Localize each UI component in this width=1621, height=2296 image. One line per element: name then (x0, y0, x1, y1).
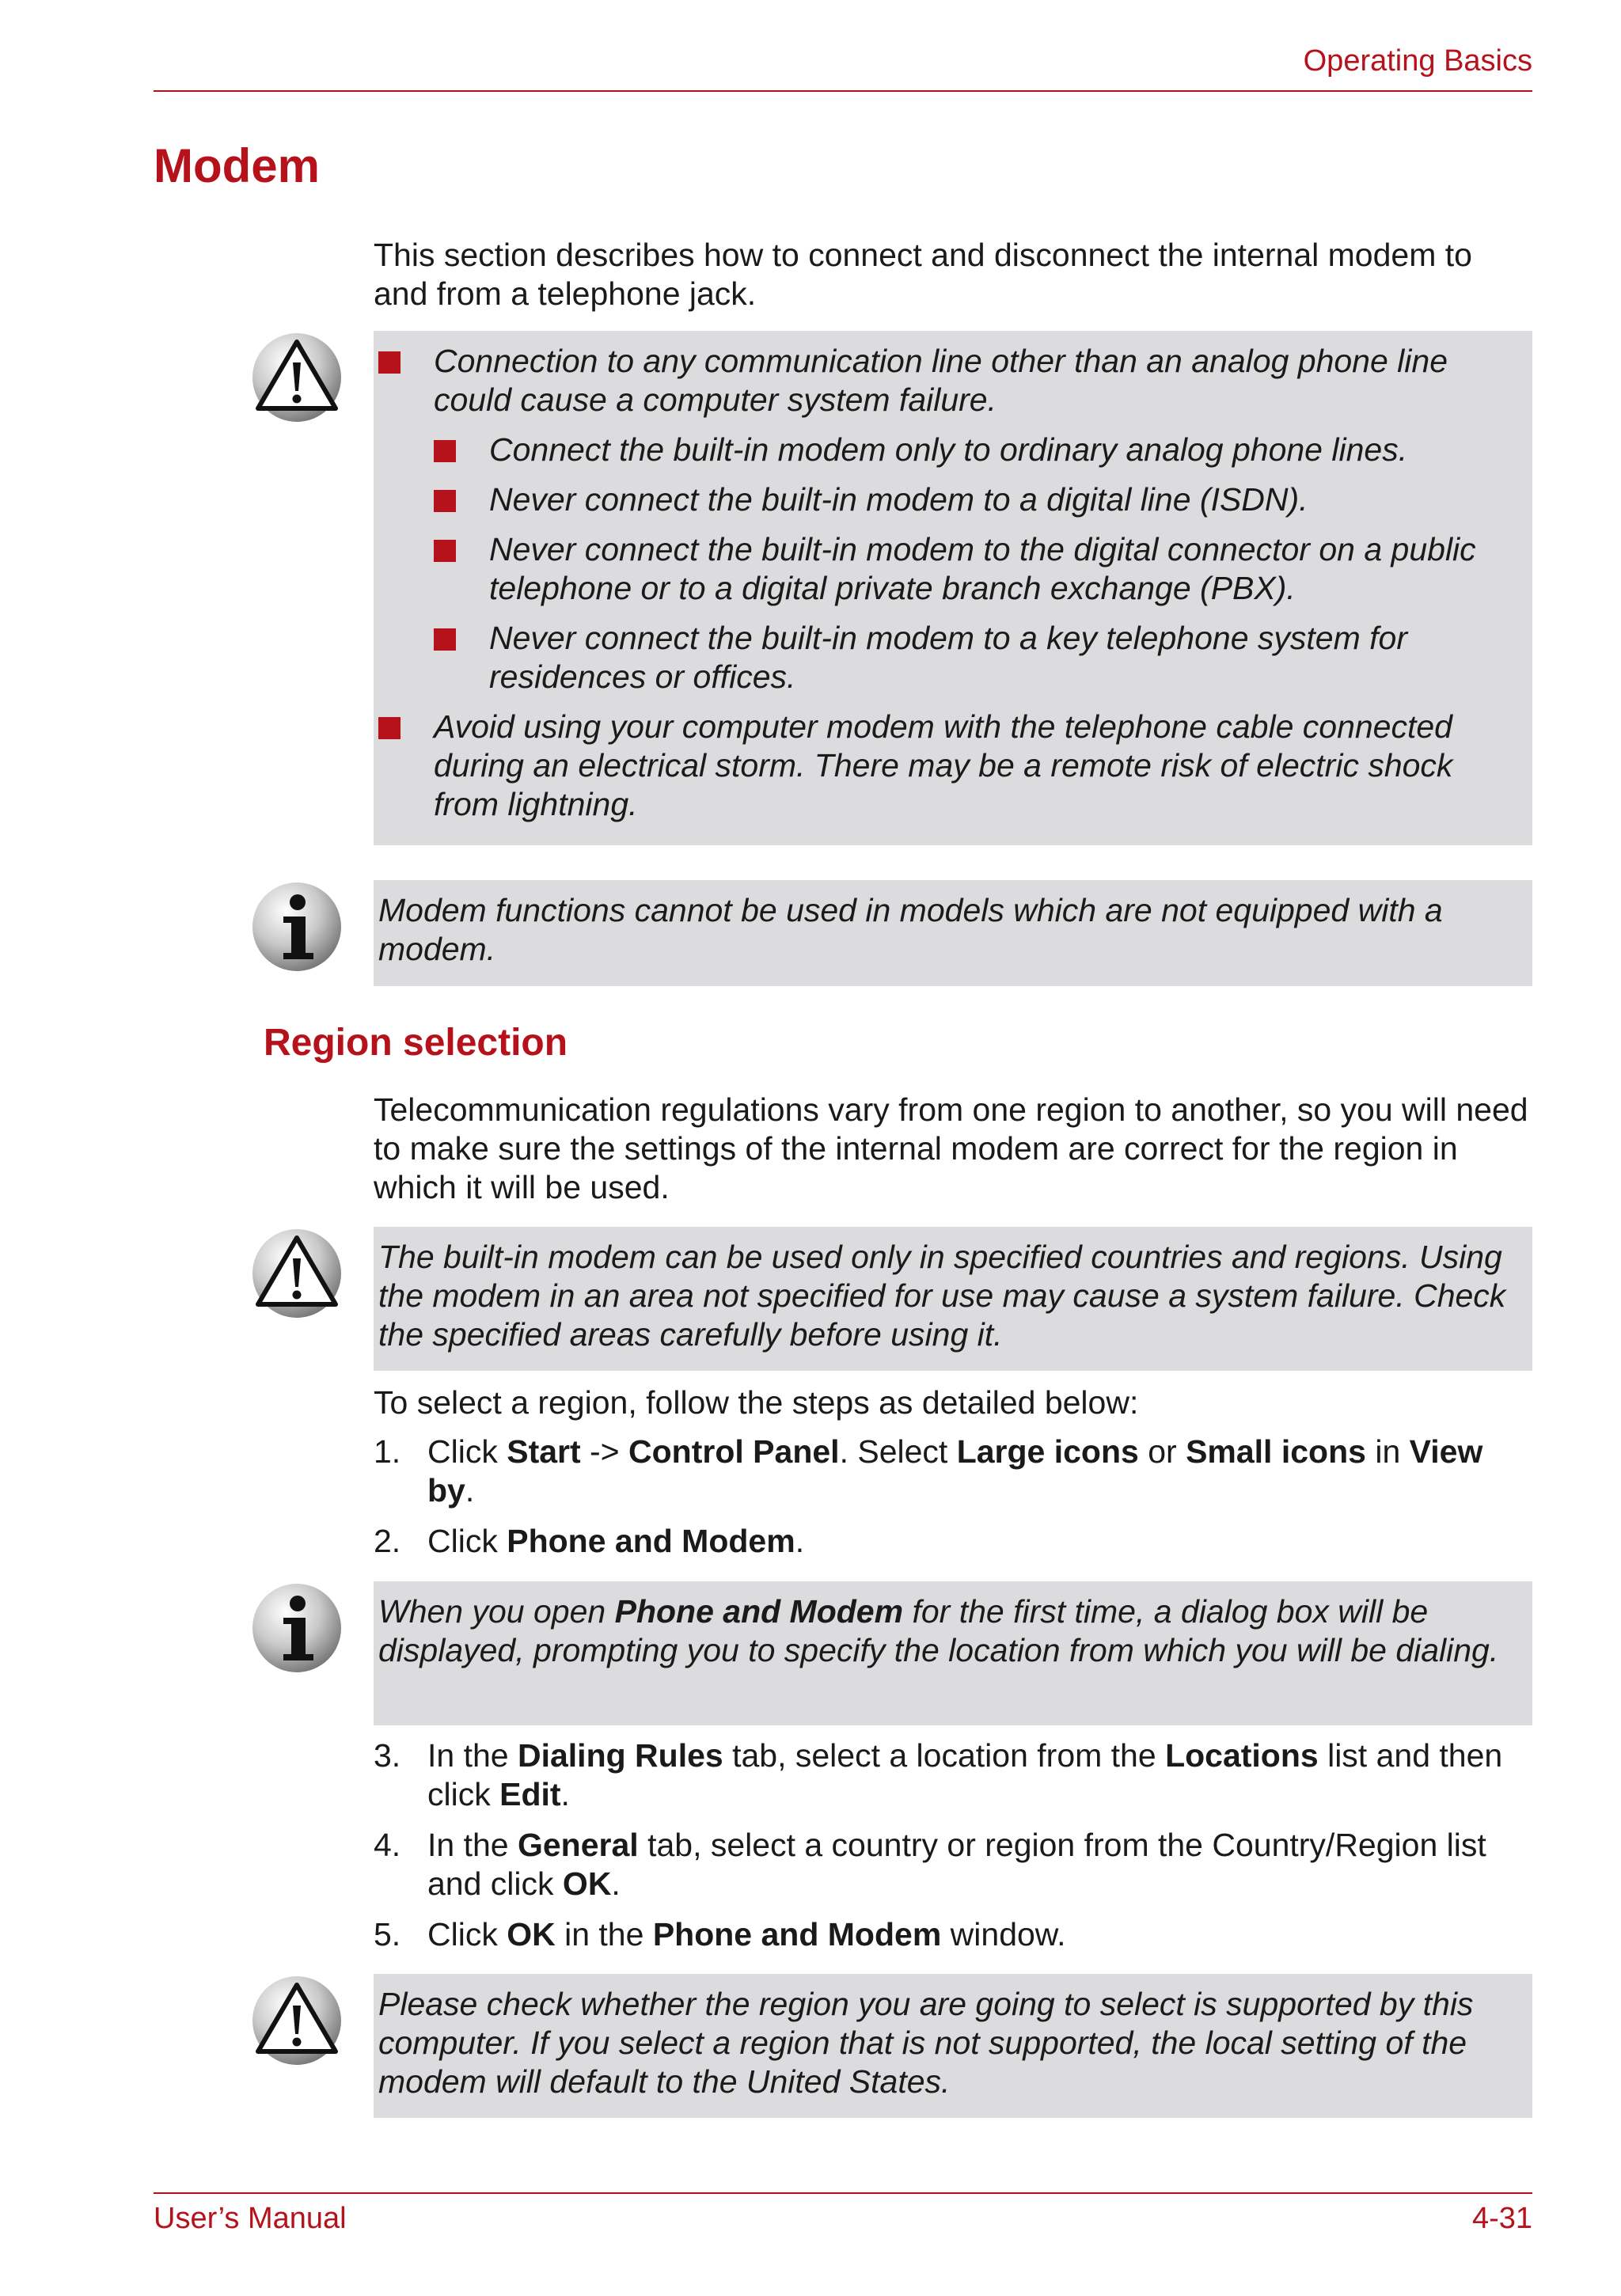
list-item: Never connect the built-in modem to a digital line (ISDN). (374, 480, 1524, 519)
bullet-marker (378, 717, 401, 739)
list-item: Avoid using your computer modem with the telephone cable connected during an electrical storm. There may be a remote risk of electric shock from lightning. (374, 708, 1524, 824)
page-title: Modem (154, 139, 320, 192)
steps-list (374, 1736, 1532, 1954)
region-intro: Telecommunication regulations vary from one region to another, so you will need to make sure the settings of the internal modem are correct for the region in which it will be used. (374, 1091, 1528, 1205)
running-header: Operating Basics (1303, 44, 1532, 78)
list-item: Never connect the built-in modem to the digital connector on a public telephone or to a digital private branch exchange (PBX). (374, 530, 1524, 608)
list-item: Connection to any communication line other than an analog phone line could cause a computer system failure. (374, 342, 1524, 419)
list-item: 2. Click Phone and Modem. (374, 1523, 805, 1559)
warning-triangle-icon (250, 331, 344, 424)
caution-list (374, 342, 1524, 824)
page-number: 4-31 (1471, 2202, 1532, 2235)
list-item: Connect the built-in modem only to ordinary analog phone lines. (374, 431, 1524, 469)
bullet-marker (434, 540, 456, 562)
info-icon (250, 880, 344, 973)
caution-box (374, 331, 1532, 845)
bullet-marker (434, 440, 456, 462)
warning-triangle-icon (250, 1227, 344, 1320)
caution-box (374, 1227, 1532, 1371)
note-box (374, 1581, 1532, 1725)
bullet-marker (378, 351, 401, 374)
caution-box (374, 1974, 1532, 2118)
list-item: 5. Click OK in the Phone and Modem window. (374, 1916, 1066, 1953)
footer-rule (154, 2192, 1532, 2194)
intro-paragraph: This section describes how to connect and disconnect the internal modem to and from a telephone jack. (374, 237, 1472, 312)
steps-list (374, 1433, 1532, 1561)
footer-manual-title: User’s Manual (154, 2202, 347, 2235)
warning-triangle-icon (250, 1974, 344, 2067)
caution-text: Please check whether the region you are going to select is supported by this computer. If you select a region that is not supported, the local setting of the modem will default to the United States. (378, 1986, 1474, 2100)
note-box (374, 880, 1532, 986)
header-rule (154, 90, 1532, 92)
list-item: 1. Click Start -> Control Panel. Select Large icons or Small icons in View by. (374, 1433, 1483, 1509)
bullet-marker (434, 628, 456, 651)
list-item: 3. In the Dialing Rules tab, select a location from the Locations list and then click Edit. (374, 1737, 1503, 1812)
list-item: Never connect the built-in modem to a key telephone system for residences or offices. (374, 619, 1524, 696)
note-text: When you open Phone and Modem for the first time, a dialog box will be displayed, prompting you to specify the location from which you will be dialing. (378, 1593, 1499, 1668)
caution-text: The built-in modem can be used only in specified countries and regions. Using the modem in an area not specified for use may cause a system failure. Check the specified areas carefully before using it. (378, 1239, 1506, 1353)
steps-intro: To select a region, follow the steps as detailed below: (374, 1384, 1139, 1421)
section-heading: Region selection (264, 1022, 568, 1064)
bullet-marker (434, 490, 456, 512)
note-text: Modem functions cannot be used in models which are not equipped with a modem. (378, 892, 1443, 967)
list-item: 4. In the General tab, select a country or region from the Country/Region list and click OK. (374, 1827, 1486, 1902)
info-icon (250, 1581, 344, 1675)
